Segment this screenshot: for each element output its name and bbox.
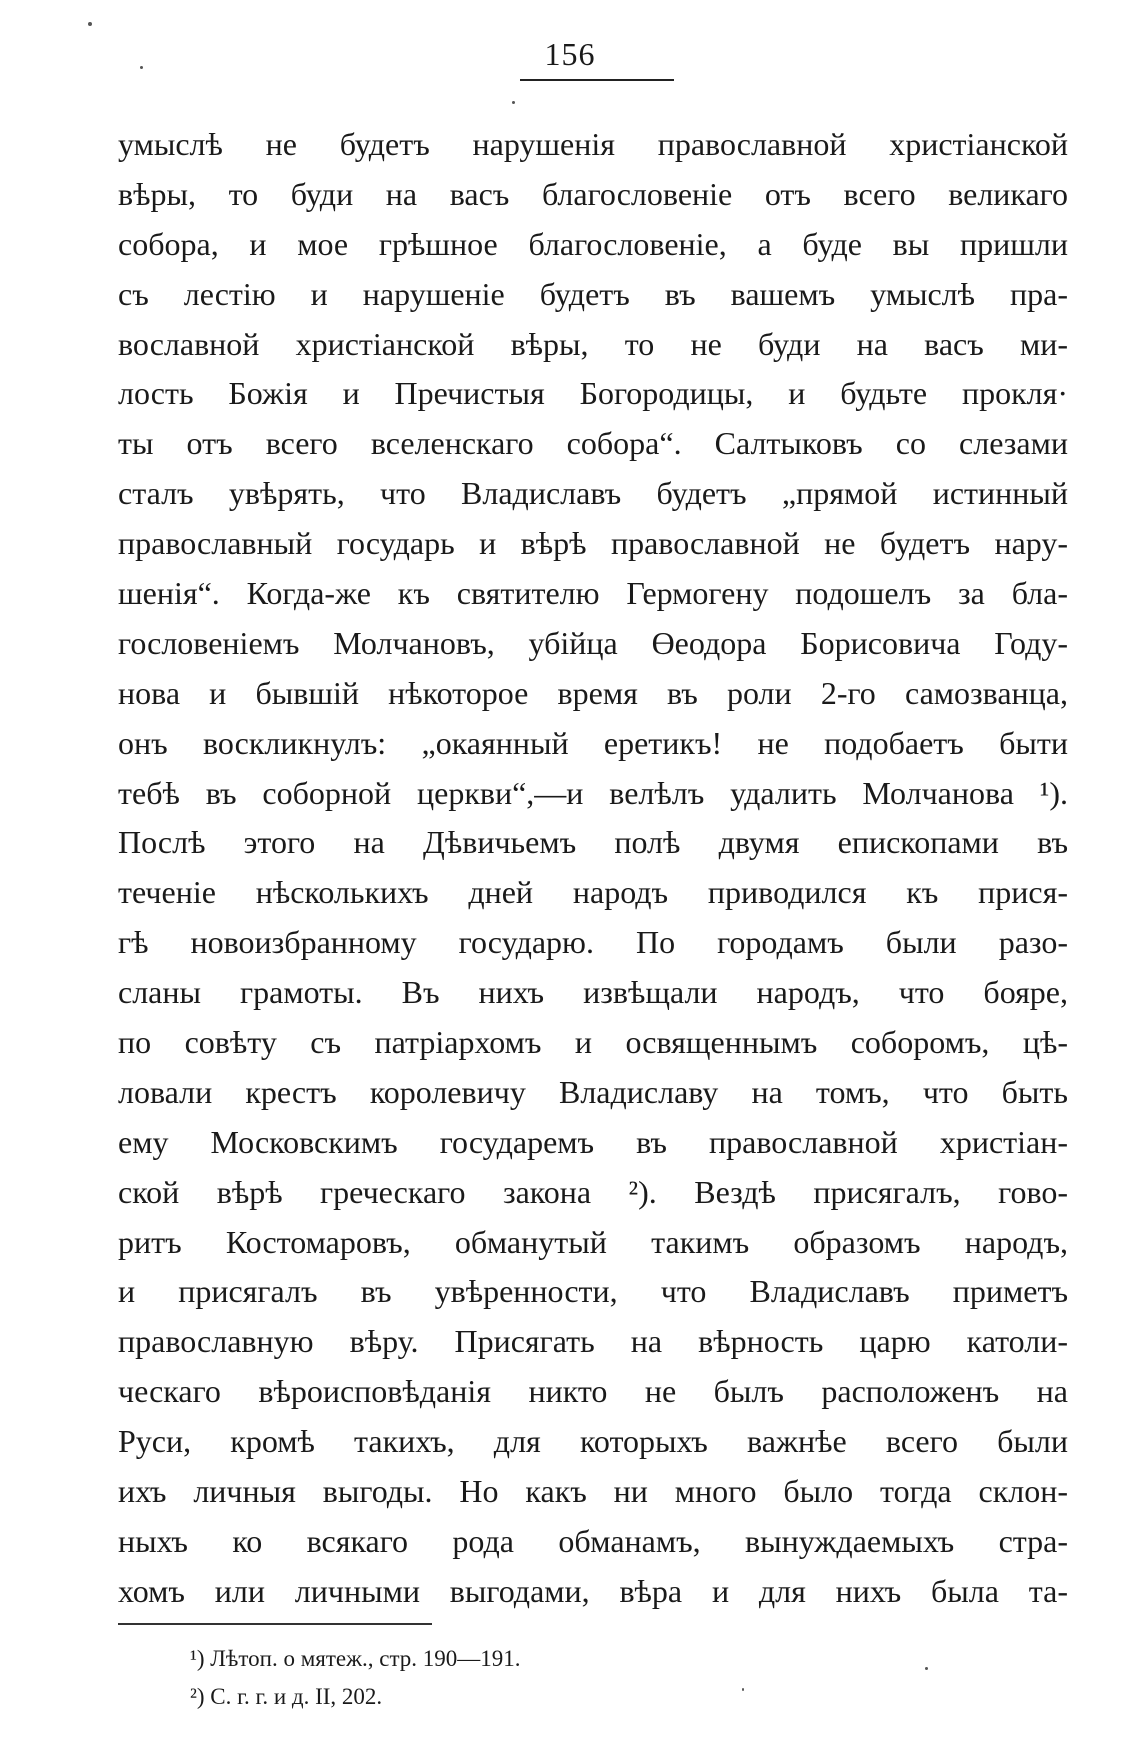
body-text	[118, 120, 1068, 1617]
text-line: Руси, кромѣ такихъ, для которыхъ важнѣе всего были	[118, 1423, 1068, 1460]
page-number: 156	[544, 36, 596, 72]
text-line: Послѣ этого на Дѣвичьемъ полѣ двумя епископами въ	[118, 824, 1068, 861]
footnote: ²) С. г. г. и д. II, 202.	[190, 1684, 383, 1709]
page-number-rule	[520, 79, 674, 81]
footnote-rule	[118, 1623, 432, 1625]
text-line: и присягалъ въ увѣренности, что Владиславъ приметъ	[118, 1273, 1068, 1310]
text-line: ритъ Костомаровъ, обманутый такимъ образомъ народъ,	[118, 1223, 1068, 1260]
text-line: собора, и мое грѣшное благословеніе, а буде вы пришли	[118, 225, 1068, 262]
scan-speck	[512, 101, 515, 104]
text-line: онъ воскликнулъ: „окаянный еретикъ! не подобаетъ быти	[118, 724, 1068, 761]
text-line: ческаго вѣроисповѣданія никто не былъ расположенъ на	[118, 1373, 1068, 1410]
text-line: ты отъ всего вселенскаго собора“. Салтыковъ со слезами	[118, 425, 1068, 462]
text-line: сланы грамоты. Въ нихъ извѣщали народъ, что бояре,	[118, 974, 1068, 1011]
text-line: вѣры, то буди на васъ благословеніе отъ всего великаго	[118, 175, 1068, 212]
scan-speck	[925, 1667, 928, 1670]
footnote: ¹) Лѣтоп. о мятеж., стр. 190—191.	[190, 1646, 521, 1671]
text-line: шенія“. Когда-же къ святителю Гермогену подошелъ за бла-	[118, 575, 1068, 612]
scan-speck	[140, 66, 143, 69]
text-line: гословеніемъ Молчановъ, убійца Өеодора Борисовича Году-	[118, 624, 1068, 661]
text-line: умыслѣ не будетъ нарушенія православной христіанской	[118, 126, 1068, 162]
text-line: по совѣту съ патріархомъ и освященнымъ соборомъ, цѣ-	[118, 1024, 1068, 1061]
footnotes	[190, 1640, 790, 1716]
text-line: хомъ или личными выгодами, вѣра и для нихъ была та-	[118, 1572, 1068, 1609]
text-line: ловали крестъ королевичу Владиславу на томъ, что быть	[118, 1073, 1068, 1110]
text-line: тебѣ въ соборной церкви“,—и велѣлъ удалить Молчанова ¹).	[118, 774, 1068, 811]
scan-speck	[742, 1688, 744, 1691]
text-line: нова и бывшій нѣкоторое время въ роли 2-го самозванца,	[118, 674, 1068, 711]
text-line: православный государь и вѣрѣ православной не будетъ нару-	[118, 525, 1068, 562]
text-line: православную вѣру. Присягать на вѣрность царю католи-	[118, 1323, 1068, 1360]
text-line: гѣ новоизбранному государю. По городамъ были разо-	[118, 924, 1068, 961]
text-line: ныхъ ко всякаго рода обманамъ, вынуждаемыхъ стра-	[118, 1522, 1068, 1559]
scan-speck	[88, 22, 92, 26]
text-line: теченіе нѣсколькихъ дней народъ приводился къ прися-	[118, 874, 1068, 911]
text-line: ихъ личныя выгоды. Но какъ ни много было тогда склон-	[118, 1473, 1068, 1510]
text-line: сталъ увѣрять, что Владиславъ будетъ „прямой истинный	[118, 475, 1068, 512]
text-line: ему Московскимъ государемъ въ православной христіан-	[118, 1123, 1068, 1160]
text-line: вославной христіанской вѣры, то не буди на васъ ми-	[118, 325, 1068, 362]
text-line: лость Божія и Пречистыя Богородицы, и будьте прокля·	[118, 375, 1068, 412]
text-line: съ лестію и нарушеніе будетъ въ вашемъ умыслѣ пра-	[118, 275, 1068, 312]
text-line: ской вѣрѣ греческаго закона ²). Вездѣ присягалъ, гово-	[118, 1173, 1068, 1210]
